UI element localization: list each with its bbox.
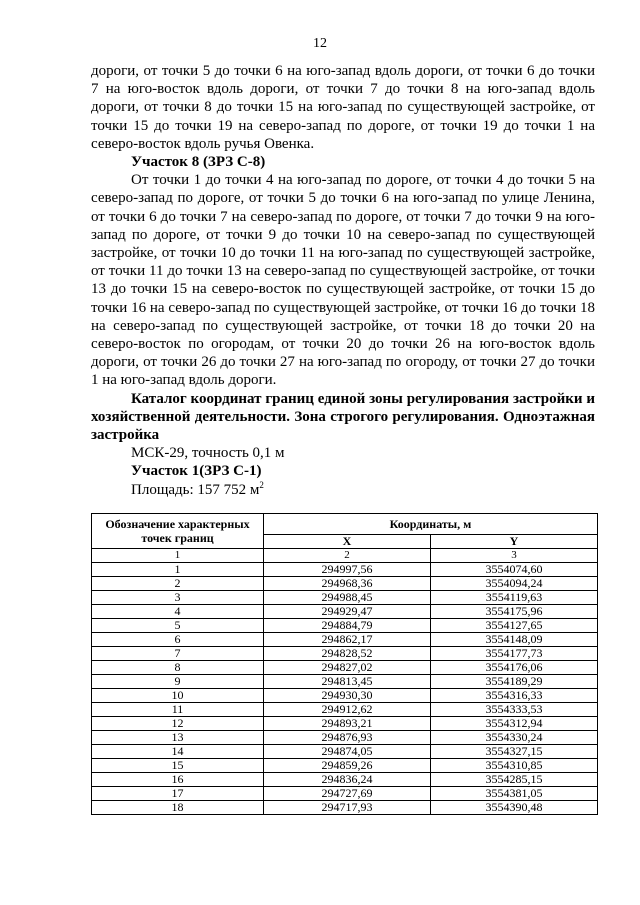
x-coordinate-cell: 294929,47: [264, 605, 431, 619]
y-coordinate-cell: 3554327,15: [431, 745, 598, 759]
table-row: [92, 773, 598, 787]
header-point-designation: Обозначение характерных точек границ: [92, 514, 264, 549]
table-row: [92, 619, 598, 633]
point-number-cell: 13: [92, 731, 264, 745]
catalog-title: Каталог координат границ единой зоны регулирования застройки и хозяйственной деятельности. Зона строгого регулирования. Одноэтажная застройка: [91, 390, 595, 444]
table-row: [92, 703, 598, 717]
point-number-cell: 12: [92, 717, 264, 731]
x-coordinate-cell: 294912,62: [264, 703, 431, 717]
table-row: [92, 563, 598, 577]
x-coordinate-cell: 294988,45: [264, 591, 431, 605]
y-coordinate-cell: 3554177,73: [431, 647, 598, 661]
y-coordinate-cell: 3554312,94: [431, 717, 598, 731]
point-number-cell: 3: [92, 591, 264, 605]
point-number-cell: 2: [92, 577, 264, 591]
y-coordinate-cell: 3554316,33: [431, 689, 598, 703]
section-heading-uchastok-8: Участок 8 (ЗРЗ С-8): [131, 154, 266, 171]
table-row: [92, 717, 598, 731]
x-coordinate-cell: 294997,56: [264, 563, 431, 577]
point-number-cell: 10: [92, 689, 264, 703]
header-x: X: [264, 535, 431, 549]
point-number-cell: 4: [92, 605, 264, 619]
point-number-cell: 6: [92, 633, 264, 647]
table-row: [92, 675, 598, 689]
area-label: Площадь: 157 752 м: [131, 481, 260, 498]
coordinate-system-note: МСК-29, точность 0,1 м: [131, 445, 285, 462]
y-coordinate-cell: 3554127,65: [431, 619, 598, 633]
page-number: 12: [313, 36, 327, 51]
table-row: [92, 801, 598, 815]
point-number-cell: 1: [92, 563, 264, 577]
point-number-cell: 18: [92, 801, 264, 815]
table-row: [92, 787, 598, 801]
paragraph-boundary-description-2: От точки 1 до точки 4 на юго-запад по дороге, от точки 4 до точки 5 на северо-запад по дороге, от точки 5 до точки 6 на юго-запад по улице Ленина, от точки 6 до точки 7 на северо-запад по дороге, от точки 7 до точки 9 на юго-запад по дороге, от точки 9 до точки 10 на северо-запад по существующей застройке, от точки 10 до точки 11 на юго-запад по существующей застройке, от точки 11 до точки 13 на северо-запад по существующей застройке, от точки 13 до точки 15 на северо-восток по существующей застройке, от точки 15 до точки 16 на северо-запад по существующей застройке, от точки 16 до точки 18 на северо-запад по существующей застройке, от точки 18 до точки 20 на северо-восток по огородам, от точки 20 до точки 26 на юго-восток вдоль дороги, от точки 26 до точки 27 на юго-запад по огороду, от точки 27 до точки 1 на юго-запад вдоль дороги.: [91, 172, 595, 389]
y-coordinate-cell: 3554119,63: [431, 591, 598, 605]
column-index-cell: 2: [264, 549, 431, 563]
point-number-cell: 11: [92, 703, 264, 717]
point-number-cell: 14: [92, 745, 264, 759]
x-coordinate-cell: 294813,45: [264, 675, 431, 689]
table-row: [92, 591, 598, 605]
point-number-cell: 7: [92, 647, 264, 661]
y-coordinate-cell: 3554074,60: [431, 563, 598, 577]
paragraph-boundary-description-1: дороги, от точки 5 до точки 6 на юго-запад вдоль дороги, от точки 6 до точки 7 на юго-восток вдоль дороги, от точки 7 до точки 8 на юго-запад вдоль дороги, от точки 8 до точки 15 на юго-запад по существующей застройке, от точки 15 до точки 19 на северо-запад по дороге, от точки 19 до точки 1 на северо-восток вдоль ручья Овенка.: [91, 63, 595, 152]
y-coordinate-cell: 3554330,24: [431, 731, 598, 745]
y-coordinate-cell: 3554381,05: [431, 787, 598, 801]
table-row: [92, 633, 598, 647]
table-row: [92, 731, 598, 745]
y-coordinate-cell: 3554148,09: [431, 633, 598, 647]
table-row: [92, 759, 598, 773]
table-row: [92, 689, 598, 703]
column-index-cell: 3: [431, 549, 598, 563]
x-coordinate-cell: 294862,17: [264, 633, 431, 647]
table-row: [92, 661, 598, 675]
table-row: [92, 605, 598, 619]
area-line: [91, 481, 595, 499]
x-coordinate-cell: 294828,52: [264, 647, 431, 661]
x-coordinate-cell: 294717,93: [264, 801, 431, 815]
x-coordinate-cell: 294874,05: [264, 745, 431, 759]
point-number-cell: 16: [92, 773, 264, 787]
coordinates-table: [91, 513, 598, 815]
x-coordinate-cell: 294827,02: [264, 661, 431, 675]
section-heading-uchastok-1: Участок 1(ЗРЗ С-1): [131, 463, 262, 480]
column-index-cell: 1: [92, 549, 264, 563]
table-row: [92, 577, 598, 591]
y-coordinate-cell: 3554333,53: [431, 703, 598, 717]
area-superscript: 2: [259, 479, 264, 490]
y-coordinate-cell: 3554285,15: [431, 773, 598, 787]
point-number-cell: 9: [92, 675, 264, 689]
y-coordinate-cell: 3554094,24: [431, 577, 598, 591]
x-coordinate-cell: 294836,24: [264, 773, 431, 787]
y-coordinate-cell: 3554310,85: [431, 759, 598, 773]
x-coordinate-cell: 294727,69: [264, 787, 431, 801]
x-coordinate-cell: 294884,79: [264, 619, 431, 633]
point-number-cell: 5: [92, 619, 264, 633]
x-coordinate-cell: 294876,93: [264, 731, 431, 745]
x-coordinate-cell: 294893,21: [264, 717, 431, 731]
y-coordinate-cell: 3554390,48: [431, 801, 598, 815]
y-coordinate-cell: 3554175,96: [431, 605, 598, 619]
y-coordinate-cell: 3554176,06: [431, 661, 598, 675]
table-row: [92, 647, 598, 661]
point-number-cell: 17: [92, 787, 264, 801]
x-coordinate-cell: 294930,30: [264, 689, 431, 703]
y-coordinate-cell: 3554189,29: [431, 675, 598, 689]
table-row: [92, 745, 598, 759]
x-coordinate-cell: 294859,26: [264, 759, 431, 773]
point-number-cell: 15: [92, 759, 264, 773]
column-index-row: [92, 549, 598, 563]
header-y: Y: [431, 535, 598, 549]
x-coordinate-cell: 294968,36: [264, 577, 431, 591]
header-coordinates: Координаты, м: [264, 514, 598, 535]
body-text: [91, 62, 595, 499]
point-number-cell: 8: [92, 661, 264, 675]
